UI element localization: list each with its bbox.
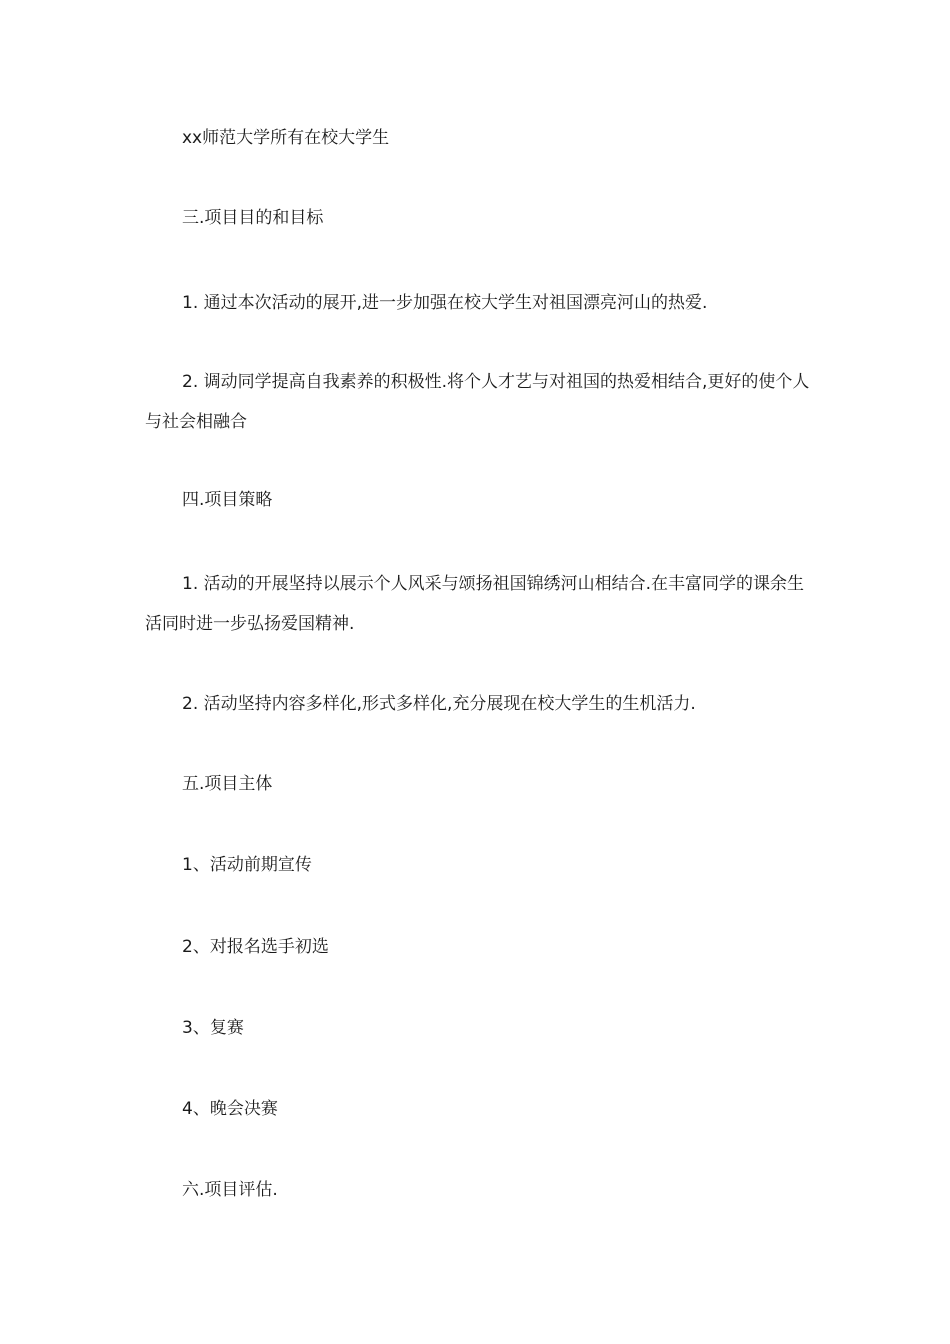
section-heading-strategy: 四.项目策略 [182,490,273,510]
main-item-4: 4、晚会决赛 [182,1099,278,1119]
target-audience-text: xx师范大学所有在校大学生 [182,128,390,148]
goal-item-1: 1. 通过本次活动的展开,进一步加强在校大学生对祖国漂亮河山的热爱. [182,293,708,313]
main-item-1: 1、活动前期宣传 [182,855,312,875]
main-item-3: 3、复赛 [182,1018,244,1038]
strategy-item-2: 2. 活动坚持内容多样化,形式多样化,充分展现在校大学生的生机活力. [182,694,696,714]
goal-item-2: 2. 调动同学提高自我素养的积极性.将个人才艺与对祖国的热爱相结合,更好的使个人与社会相融合 [145,372,810,432]
section-heading-evaluation: 六.项目评估. [182,1180,278,1200]
strategy-item-1: 1. 活动的开展坚持以展示个人风采与颂扬祖国锦绣河山相结合.在丰富同学的课余生活同时进一步弘扬爱国精神. [145,574,805,634]
main-item-2: 2、对报名选手初选 [182,937,329,957]
section-heading-goals: 三.项目目的和目标 [182,208,324,228]
section-heading-main: 五.项目主体 [182,774,273,794]
